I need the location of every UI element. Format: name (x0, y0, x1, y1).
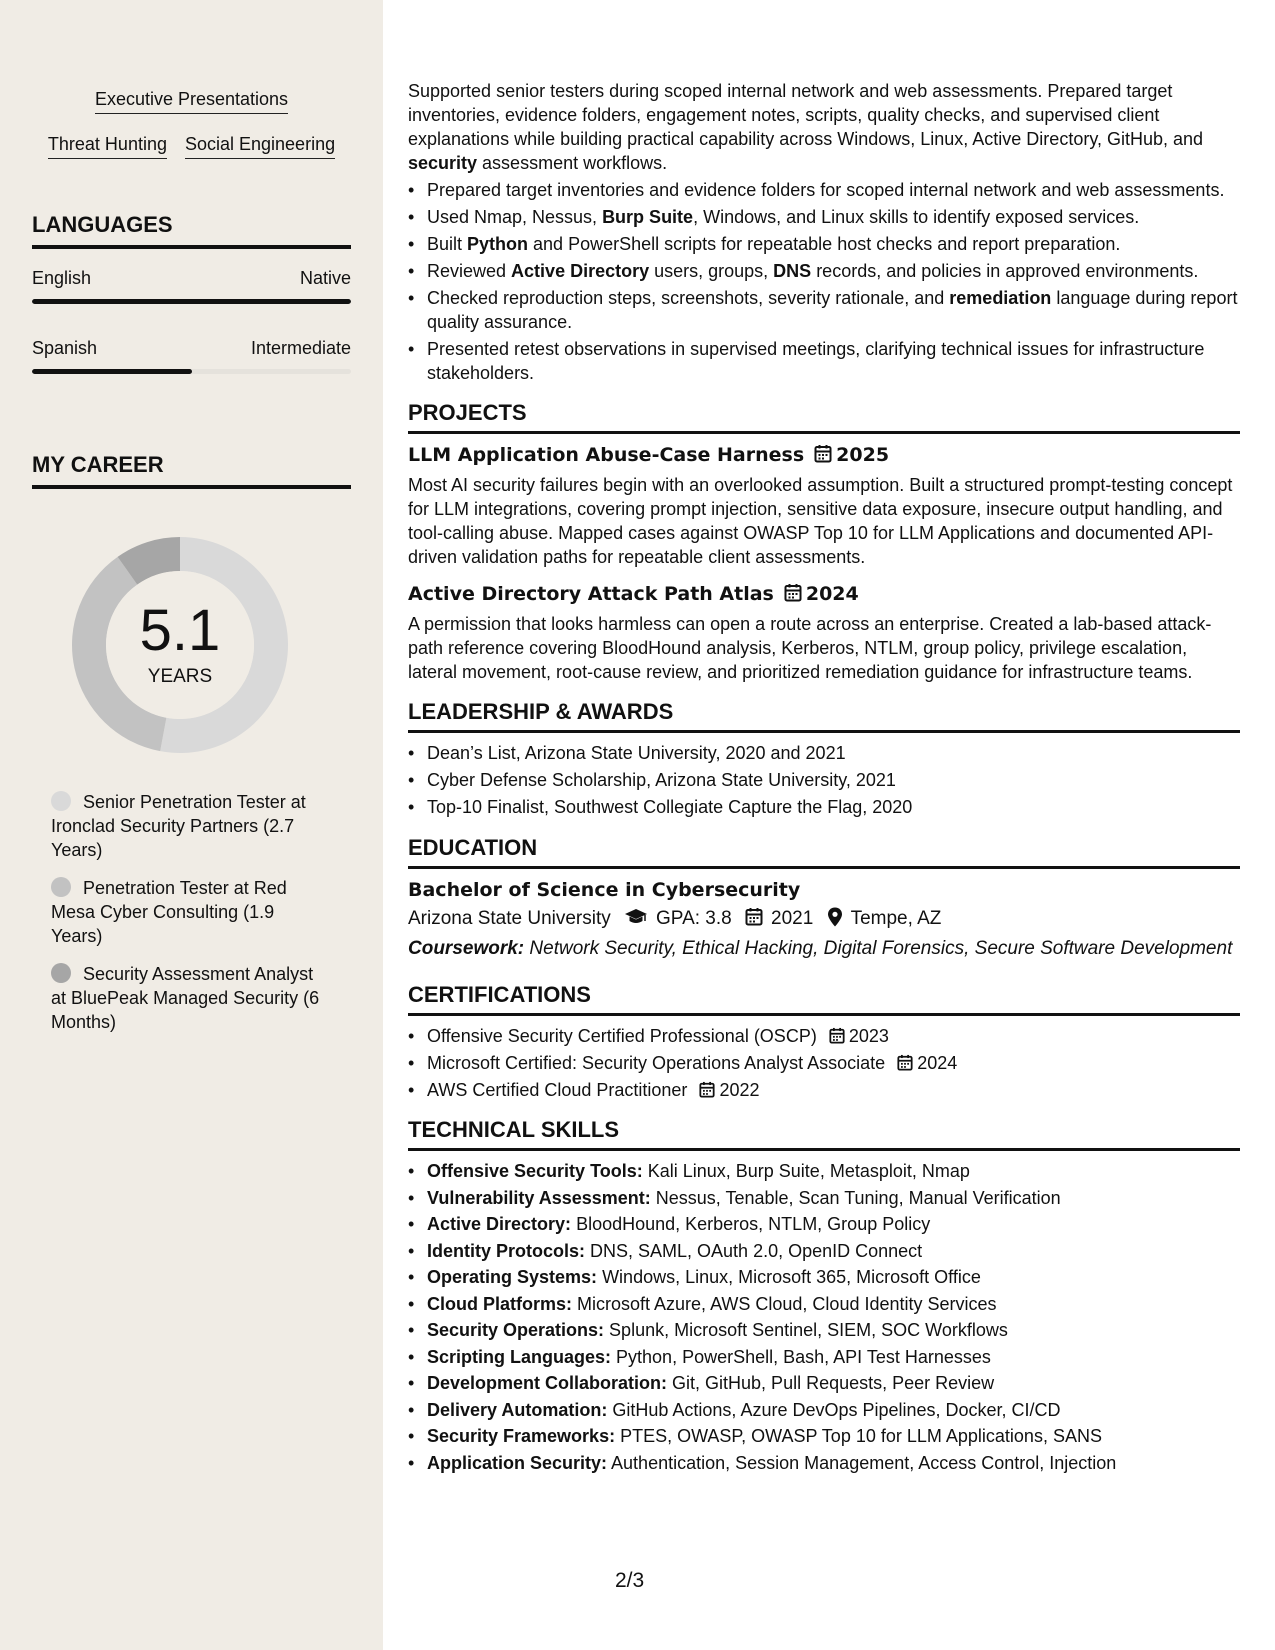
skill-category: Cloud Platforms: (427, 1293, 573, 1314)
skill-category: Active Directory: (427, 1214, 572, 1234)
career-heading: MY CAREER (32, 452, 351, 489)
project-description: A permission that looks harmless can open a route across an enterprise. Created a lab-based attack-path reference covering BloodHound analysis, Kerberos, NTLM, group policy, privilege escalation, lateral movement, root-cause review, and prioritized remediation guidance for infrastructure teams. (408, 614, 1212, 682)
legend-dot (51, 791, 71, 811)
calendar-icon (784, 583, 802, 609)
technical-skill-item (408, 1265, 1240, 1289)
language-row-english (32, 266, 351, 304)
technical-skill-item (408, 1212, 1240, 1236)
education-degree: Bachelor of Science in Cybersecurity (408, 879, 801, 901)
leadership-item: • Cyber Defense Scholarship, Arizona State University, 2021 (408, 768, 1240, 792)
sidebar (0, 0, 383, 1650)
career-donut-center (65, 530, 295, 760)
project-title: Active Directory Attack Path Atlas (408, 583, 774, 605)
skill-values: Nessus, Tenable, Scan Tuning, Manual Verification (650, 1187, 1061, 1208)
education-location: Tempe, AZ (850, 908, 942, 929)
project-title-row (408, 442, 1240, 470)
skill-category: Operating Systems: (427, 1267, 598, 1287)
certification-year: 2023 (848, 1026, 889, 1046)
technical-skill-item (408, 1239, 1240, 1263)
technical-skills-heading: TECHNICAL SKILLS (408, 1116, 1240, 1151)
legend-dot (51, 877, 71, 897)
skill-values: Python, PowerShell, Bash, API Test Harnesses (611, 1346, 991, 1367)
graduation-cap-icon (624, 908, 648, 929)
certification-item (408, 1078, 1240, 1102)
text-run: users, groups, (649, 261, 774, 281)
language-name: English (32, 268, 92, 288)
skill-values: Splunk, Microsoft Sentinel, SIEM, SOC Workflows (604, 1320, 1008, 1340)
text-run: , Windows, and Linux skills to identify exposed services. (693, 207, 1140, 227)
skill-tag: Executive Presentations (95, 86, 288, 114)
calendar-icon (745, 908, 763, 929)
bold-keyword: Active Directory (511, 261, 650, 281)
text-run: language during report quality assurance. (427, 288, 1238, 332)
language-level: Intermediate (250, 338, 351, 358)
certification-name: Offensive Security Certified Professional (OSCP) (427, 1026, 817, 1046)
skill-values: Microsoft Azure, AWS Cloud, Cloud Identity Services (572, 1293, 997, 1314)
certifications-list (408, 1024, 1240, 1102)
technical-skill-item (408, 1318, 1240, 1342)
text-run: and PowerShell scripts for repeatable host checks and report preparation. (528, 234, 1121, 254)
experience-bullet (408, 232, 1240, 256)
experience-bullet (408, 286, 1240, 334)
skill-tags-row-2 (32, 131, 351, 159)
bold-keyword: DNS (773, 261, 812, 281)
certification-name: Microsoft Certified: Security Operations Analyst Associate (427, 1053, 886, 1073)
education-heading: EDUCATION (408, 834, 1240, 869)
project-title: LLM Application Abuse-Case Harness (408, 444, 805, 466)
language-proficiency-bar (32, 299, 351, 304)
language-proficiency-fill (32, 299, 351, 304)
text-run: records, and policies in approved environments. (811, 261, 1199, 281)
skill-values: Kali Linux, Burp Suite, Metasploit, Nmap (642, 1161, 970, 1181)
project-description: Most AI security failures begin with an overlooked assumption. Built a structured prompt-testing concept for LLM integrations, covering prompt injection, sensitive data exposure, insecure output handling, and tool-calling abuse. Mapped cases against OWASP Top 10 for LLM Applications and documented API-driven validation paths for repeatable client assessments. (408, 475, 1233, 567)
skill-values: DNS, SAML, OAuth 2.0, OpenID Connect (585, 1240, 923, 1261)
project-year: 2024 (805, 583, 859, 605)
experience-bullet (408, 259, 1240, 283)
experience-bullet (408, 178, 1240, 202)
education-coursework (408, 937, 1240, 961)
experience-summary (408, 79, 1240, 175)
text-run: Reviewed (427, 261, 512, 281)
certification-year: 2024 (917, 1053, 958, 1073)
leadership-list (408, 741, 1240, 819)
career-legend-item (51, 790, 326, 862)
bold-keyword: security (408, 153, 478, 173)
project-item (408, 581, 1240, 684)
skill-values: Windows, Linux, Microsoft 365, Microsoft Office (597, 1267, 981, 1287)
leadership-item: • Dean’s List, Arizona State University, 2020 and 2021 (408, 741, 1240, 765)
calendar-icon (699, 1080, 715, 1100)
career-legend-text: Security Assessment Analyst at BluePeak Managed Security (6 Months) (51, 964, 320, 1032)
career-legend-text: Senior Penetration Tester at Ironclad Security Partners (2.7 Years) (51, 792, 306, 860)
skill-category: Security Operations: (427, 1320, 605, 1340)
technical-skill-item (408, 1371, 1240, 1395)
career-legend-item (51, 962, 326, 1034)
skill-category: Vulnerability Assessment: (427, 1187, 651, 1208)
experience-bullets (408, 178, 1240, 385)
coursework-label: Coursework: (408, 938, 525, 959)
career-total-value: 5.1 (139, 598, 221, 663)
calendar-icon (814, 444, 832, 470)
career-legend-text: Penetration Tester at Red Mesa Cyber Consulting (1.9 Years) (51, 878, 287, 946)
calendar-icon (829, 1026, 845, 1046)
technical-skill-item (408, 1345, 1240, 1369)
skill-category: Identity Protocols: (427, 1240, 586, 1261)
coursework-list: Network Security, Ethical Hacking, Digital Forensics, Secure Software Development (524, 938, 1233, 959)
language-proficiency-fill (32, 369, 192, 374)
project-title-row (408, 581, 1240, 609)
calendar-icon (897, 1053, 913, 1073)
education-details (408, 906, 1240, 932)
bold-keyword: remediation (949, 288, 1052, 308)
technical-skills-list (408, 1159, 1240, 1475)
legend-dot (51, 963, 71, 983)
text-run: Supported senior testers during scoped internal network and web assessments. Prepared target inventories, evidence folders, engagement notes, scripts, quality checks, and supervised client explanations while building practical capability across Windows, Linux, Active Directory, GitHub, and (408, 81, 1204, 149)
skill-tags-row-1 (32, 86, 351, 114)
certifications-heading: CERTIFICATIONS (408, 981, 1240, 1016)
leadership-item: • Top-10 Finalist, Southwest Collegiate Capture the Flag, 2020 (408, 795, 1240, 819)
skill-values: Authentication, Session Management, Access Control, Injection (607, 1452, 1117, 1473)
experience-bullet (408, 205, 1240, 229)
leadership-heading: LEADERSHIP & AWARDS (408, 698, 1240, 733)
skill-category: Scripting Languages: (427, 1346, 612, 1367)
certification-year: 2022 (719, 1080, 760, 1100)
language-name: Spanish (32, 338, 98, 358)
text-run: Presented retest observations in supervised meetings, clarifying technical issues for infrastructure stakeholders. (427, 339, 1205, 383)
skill-values: PTES, OWASP, OWASP Top 10 for LLM Applications, SANS (615, 1426, 1102, 1446)
skill-tag: Threat Hunting (48, 131, 167, 159)
education-year: 2021 (771, 908, 814, 929)
certification-name: AWS Certified Cloud Practitioner (427, 1080, 688, 1100)
languages-heading: LANGUAGES (32, 212, 351, 249)
skill-values: BloodHound, Kerberos, NTLM, Group Policy (571, 1214, 931, 1234)
map-pin-icon (827, 908, 843, 929)
text-run: Built (427, 234, 468, 254)
bold-keyword: Python (467, 234, 529, 254)
text-run: assessment workflows. (477, 153, 668, 173)
skill-category: Delivery Automation: (427, 1399, 608, 1420)
language-level: Native (299, 268, 351, 288)
technical-skill-item (408, 1398, 1240, 1422)
skill-tag: Social Engineering (185, 131, 335, 159)
skill-category: Security Frameworks: (427, 1426, 616, 1446)
project-year: 2025 (836, 444, 890, 466)
career-legend-item (51, 876, 326, 948)
technical-skill-item (408, 1159, 1240, 1183)
skill-category: Development Collaboration: (427, 1373, 668, 1393)
technical-skill-item (408, 1451, 1240, 1475)
language-proficiency-bar (32, 369, 351, 374)
technical-skill-item (408, 1186, 1240, 1210)
text-run: Prepared target inventories and evidence folders for scoped internal network and web assessments. (427, 180, 1225, 200)
skill-values: GitHub Actions, Azure DevOps Pipelines, Docker, CI/CD (607, 1399, 1061, 1420)
skill-category: Offensive Security Tools: (427, 1161, 643, 1181)
education-gpa: GPA: 3.8 (656, 908, 732, 929)
experience-bullet (408, 337, 1240, 385)
certification-item (408, 1051, 1240, 1075)
skill-values: Git, GitHub, Pull Requests, Peer Review (667, 1373, 995, 1393)
technical-skill-item (408, 1292, 1240, 1316)
career-total-unit: YEARS (147, 666, 213, 687)
bold-keyword: Burp Suite (602, 207, 694, 227)
project-item (408, 442, 1240, 569)
certification-item (408, 1024, 1240, 1048)
main-content (408, 79, 1240, 1477)
page-number: 2/3 (615, 1569, 645, 1592)
career-legend (51, 790, 326, 1048)
projects-heading: PROJECTS (408, 399, 1240, 434)
education-school: Arizona State University (408, 908, 611, 929)
skill-category: Application Security: (427, 1452, 608, 1473)
language-row-spanish (32, 336, 351, 374)
career-donut-chart (65, 530, 295, 760)
education-entry (408, 877, 1240, 961)
text-run: Used Nmap, Nessus, (427, 207, 603, 227)
text-run: Checked reproduction steps, screenshots, severity rationale, and (427, 288, 950, 308)
technical-skill-item (408, 1424, 1240, 1448)
